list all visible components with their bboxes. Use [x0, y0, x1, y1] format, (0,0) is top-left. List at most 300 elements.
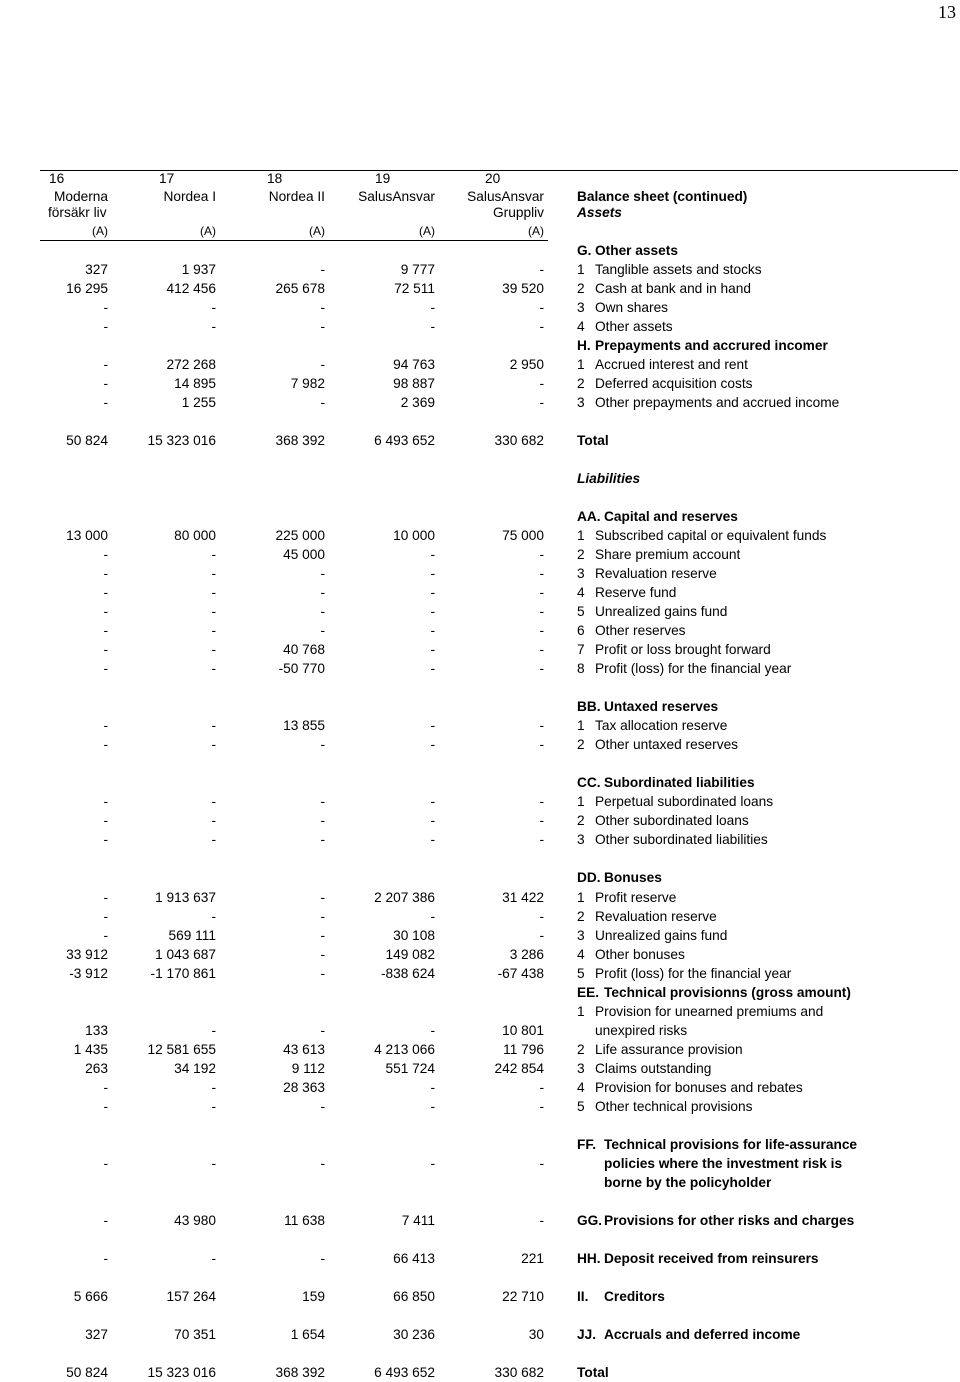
value-nordea-i: -: [211, 1079, 216, 1095]
value-nordea-i: -: [211, 737, 216, 753]
item-number: 6: [577, 623, 585, 639]
column-number-4: 19: [375, 170, 391, 186]
value-nordea-i: -: [211, 1098, 216, 1114]
section-code: EE.: [577, 984, 600, 1000]
balance-row: [0, 945, 960, 964]
item-number: 2: [577, 737, 585, 753]
value-nordea-ii: 225 000: [275, 527, 325, 543]
value-moderna-forsakr-liv: -: [103, 356, 108, 372]
value-salusansvar: 6 493 652: [374, 432, 435, 448]
balance-row: [0, 716, 960, 735]
item-number: 1: [577, 527, 585, 543]
value-salusansvar: 551 724: [385, 1060, 435, 1076]
value-salusansvar-gruppliv: -: [539, 394, 544, 410]
balance-row: [0, 298, 960, 317]
value-nordea-i: 1 913 637: [155, 889, 216, 905]
value-salusansvar-gruppliv: 10 801: [502, 1022, 544, 1038]
value-salusansvar-gruppliv: -: [539, 794, 544, 810]
column-name-1: Moderna: [53, 188, 108, 204]
value-nordea-i: -: [211, 832, 216, 848]
item-number: 2: [577, 280, 585, 296]
value-nordea-i: -: [211, 623, 216, 639]
value-nordea-ii: 11 638: [284, 1213, 325, 1229]
value-salusansvar: 2 207 386: [374, 889, 435, 905]
column-number-2: 17: [159, 170, 175, 186]
section-heading-continued: [0, 1173, 960, 1192]
value-nordea-ii: 13 855: [283, 718, 325, 734]
value-salusansvar-gruppliv: -: [539, 318, 544, 334]
value-salusansvar: -: [430, 908, 435, 924]
balance-row: [0, 1002, 960, 1021]
value-salusansvar: 2 369: [400, 394, 435, 410]
value-moderna-forsakr-liv: -: [103, 566, 108, 581]
item-number: 2: [577, 813, 585, 829]
column-mark-2: (A): [200, 223, 216, 238]
item-number: 2: [577, 546, 585, 562]
value-salusansvar-gruppliv: -: [539, 661, 544, 677]
section-title: Capital and reserves: [604, 508, 738, 524]
value-nordea-i: -: [211, 718, 216, 734]
value-nordea-i: -: [211, 813, 216, 829]
item-label: Other untaxed reserves: [595, 737, 739, 753]
value-nordea-i: 12 581 655: [147, 1041, 216, 1057]
section-title: Deposit received from reinsurers: [604, 1251, 819, 1267]
liabilities-heading: Liabilities: [577, 470, 641, 486]
item-number: 5: [577, 1098, 585, 1114]
value-nordea-i: -: [211, 585, 216, 601]
value-salusansvar-gruppliv: -: [539, 566, 544, 581]
value-nordea-ii: -: [320, 394, 325, 410]
section-title: Accruals and deferred income: [604, 1327, 801, 1343]
value-nordea-i: -: [211, 318, 216, 334]
value-salusansvar-gruppliv: 2 950: [509, 356, 544, 372]
value-nordea-ii: -: [320, 261, 325, 277]
value-salusansvar: -: [430, 1079, 435, 1095]
value-moderna-forsakr-liv: -: [103, 375, 108, 391]
item-number: 5: [577, 965, 585, 981]
column-mark-3: (A): [309, 223, 325, 238]
item-label: Claims outstanding: [595, 1060, 712, 1076]
value-nordea-ii: 7 982: [290, 375, 325, 391]
value-salusansvar-gruppliv: 330 682: [494, 1365, 544, 1381]
value-salusansvar-gruppliv: -: [539, 261, 544, 277]
value-salusansvar-gruppliv: -: [539, 1213, 544, 1229]
value-salusansvar-gruppliv: -: [539, 585, 544, 601]
value-moderna-forsakr-liv: -: [103, 1155, 108, 1171]
item-label: Unrealized gains fund: [595, 604, 728, 620]
value-nordea-i: -1 170 861: [150, 965, 216, 981]
value-salusansvar: -: [430, 642, 435, 658]
value-salusansvar-gruppliv: -: [539, 1079, 544, 1095]
value-nordea-i: 569 111: [168, 927, 216, 943]
value-nordea-ii: -: [320, 965, 325, 981]
value-moderna-forsakr-liv: 50 824: [66, 1365, 108, 1381]
column-number-3: 18: [267, 170, 283, 186]
value-nordea-ii: -: [320, 946, 325, 962]
value-salusansvar-gruppliv: -: [539, 832, 544, 848]
value-salusansvar: -: [430, 299, 435, 315]
value-salusansvar: 66 850: [393, 1289, 435, 1305]
value-moderna-forsakr-liv: 1 435: [73, 1041, 108, 1057]
balance-row: [0, 735, 960, 754]
section-title-continued: policies where the investment risk is: [604, 1155, 843, 1171]
item-label: Revaluation reserve: [595, 908, 717, 924]
value-salusansvar-gruppliv: 30: [528, 1327, 544, 1343]
item-label: Other assets: [595, 318, 673, 334]
section-code: FF.: [577, 1136, 597, 1152]
value-salusansvar: 94 763: [393, 356, 435, 372]
value-nordea-i: -: [211, 1155, 216, 1171]
value-salusansvar: 10 000: [393, 527, 435, 543]
value-nordea-ii: 28 363: [283, 1079, 325, 1095]
section-row: [0, 1287, 960, 1306]
value-salusansvar-gruppliv: -: [539, 737, 544, 753]
value-nordea-ii: 45 000: [283, 546, 325, 562]
value-salusansvar-gruppliv: -: [539, 623, 544, 639]
item-label: Own shares: [595, 299, 669, 315]
item-number: 4: [577, 1079, 585, 1095]
value-nordea-ii: -: [320, 794, 325, 810]
value-nordea-ii: -: [320, 318, 325, 334]
value-moderna-forsakr-liv: -: [103, 832, 108, 848]
value-nordea-ii: -: [320, 585, 325, 601]
section-title: Provisions for other risks and charges: [604, 1213, 855, 1229]
value-nordea-ii: -: [320, 299, 325, 315]
value-salusansvar: 7 411: [401, 1213, 435, 1229]
item-label: Subscribed capital or equivalent funds: [595, 527, 827, 543]
section-title-continued: borne by the policyholder: [604, 1174, 772, 1190]
value-salusansvar-gruppliv: -: [539, 546, 544, 562]
value-moderna-forsakr-liv: -3 912: [69, 965, 108, 981]
column-mark-5: (A): [528, 223, 544, 238]
value-salusansvar: -: [430, 1098, 435, 1114]
balance-row: [0, 583, 960, 602]
section-code: G.: [577, 242, 592, 258]
balance-row: [0, 640, 960, 659]
value-moderna-forsakr-liv: -: [103, 546, 108, 562]
part-heading: [0, 469, 960, 488]
value-nordea-ii: 368 392: [275, 432, 325, 448]
column-name-5-line2: Gruppliv: [493, 204, 544, 220]
value-salusansvar-gruppliv: -: [539, 604, 544, 620]
value-moderna-forsakr-liv: -: [103, 737, 108, 753]
section-title: Technical provisions for life-assurance: [604, 1136, 858, 1152]
item-label: Reserve fund: [595, 585, 677, 601]
section-heading: [0, 336, 960, 355]
item-number: 3: [577, 832, 585, 848]
item-number: 1: [577, 356, 585, 372]
item-label: Unrealized gains fund: [595, 927, 728, 943]
value-salusansvar: -: [430, 546, 435, 562]
value-salusansvar-gruppliv: 3 286: [509, 946, 544, 962]
item-label: Other subordinated liabilities: [595, 832, 768, 848]
value-nordea-i: -: [211, 566, 216, 581]
item-label: Provision for bonuses and rebates: [595, 1079, 803, 1095]
balance-row: [0, 526, 960, 545]
column-name-2: Nordea I: [163, 188, 216, 204]
balance-row: [0, 355, 960, 374]
value-moderna-forsakr-liv: 5 666: [73, 1289, 108, 1305]
section-title: Bonuses: [604, 870, 662, 886]
value-salusansvar-gruppliv: -: [539, 908, 544, 924]
item-number: 7: [577, 642, 585, 658]
value-moderna-forsakr-liv: 327: [85, 1327, 108, 1343]
value-nordea-i: 14 895: [174, 375, 216, 391]
value-salusansvar: 6 493 652: [374, 1365, 435, 1381]
value-moderna-forsakr-liv: -: [103, 813, 108, 829]
value-nordea-i: 272 268: [166, 356, 216, 372]
balance-row: [0, 393, 960, 412]
section-title: Untaxed reserves: [604, 699, 719, 715]
value-moderna-forsakr-liv: -: [103, 794, 108, 810]
section-heading: [0, 983, 960, 1002]
value-salusansvar: -: [430, 604, 435, 620]
value-salusansvar: 9 777: [400, 261, 435, 277]
section-row: [0, 1249, 960, 1268]
section-heading: [0, 507, 960, 526]
item-number: 5: [577, 604, 585, 620]
value-moderna-forsakr-liv: -: [103, 1213, 108, 1229]
balance-row: [0, 964, 960, 983]
item-label: Other technical provisions: [595, 1098, 753, 1114]
value-nordea-ii: -: [320, 1022, 325, 1038]
value-moderna-forsakr-liv: -: [103, 604, 108, 620]
value-salusansvar: -: [430, 737, 435, 753]
value-nordea-i: 1 255: [181, 394, 216, 410]
total-label: Total: [577, 432, 609, 448]
value-moderna-forsakr-liv: 263: [85, 1060, 108, 1076]
section-title: Creditors: [604, 1289, 665, 1305]
value-moderna-forsakr-liv: -: [103, 299, 108, 315]
value-nordea-ii: -: [320, 566, 325, 581]
item-number: 8: [577, 661, 585, 677]
column-number-5: 20: [485, 170, 501, 186]
value-salusansvar: -: [430, 718, 435, 734]
item-label: Tanglible assets and stocks: [595, 261, 762, 277]
value-salusansvar-gruppliv: 39 520: [502, 280, 544, 296]
value-nordea-i: 43 980: [174, 1213, 216, 1229]
balance-row: [0, 564, 960, 583]
item-label: Profit reserve: [595, 889, 677, 905]
value-nordea-ii: 43 613: [283, 1041, 325, 1057]
section-heading: [0, 1135, 960, 1154]
value-nordea-ii: -: [320, 356, 325, 372]
value-moderna-forsakr-liv: 33 912: [66, 946, 108, 962]
value-moderna-forsakr-liv: -: [103, 908, 108, 924]
item-label: Revaluation reserve: [595, 566, 717, 581]
value-nordea-ii: -: [320, 832, 325, 848]
value-salusansvar-gruppliv: 221: [521, 1251, 544, 1267]
balance-row: [0, 792, 960, 811]
value-moderna-forsakr-liv: -: [103, 1079, 108, 1095]
value-salusansvar: -: [430, 794, 435, 810]
value-salusansvar: 4 213 066: [374, 1041, 435, 1057]
value-nordea-i: 15 323 016: [147, 1365, 216, 1381]
column-name-4: SalusAnsvar: [358, 188, 435, 204]
value-moderna-forsakr-liv: -: [103, 1251, 108, 1267]
value-nordea-i: -: [211, 604, 216, 620]
value-salusansvar-gruppliv: -: [539, 375, 544, 391]
value-nordea-ii: 40 768: [283, 642, 325, 658]
value-nordea-i: -: [211, 299, 216, 315]
value-moderna-forsakr-liv: -: [103, 661, 108, 677]
item-label: Provision for unearned premiums and: [595, 1003, 824, 1019]
item-number: 3: [577, 299, 585, 315]
value-moderna-forsakr-liv: -: [103, 889, 108, 905]
item-label: Perpetual subordinated loans: [595, 794, 774, 810]
section-heading-continued: [0, 1154, 960, 1173]
balance-row: [0, 1040, 960, 1059]
value-moderna-forsakr-liv: -: [103, 318, 108, 334]
value-nordea-i: -: [211, 908, 216, 924]
value-nordea-i: 1 043 687: [155, 946, 216, 962]
value-salusansvar: 98 887: [393, 375, 435, 391]
value-salusansvar: 149 082: [385, 946, 435, 962]
value-salusansvar: -: [430, 1155, 435, 1171]
item-number: 4: [577, 318, 585, 334]
balance-row: [0, 659, 960, 678]
value-salusansvar: -: [430, 832, 435, 848]
total-label: Total: [577, 1365, 609, 1381]
section-title: Other assets: [595, 242, 678, 258]
value-moderna-forsakr-liv: 327: [85, 261, 108, 277]
value-moderna-forsakr-liv: -: [103, 1098, 108, 1114]
value-salusansvar-gruppliv: -: [539, 927, 544, 943]
section-heading: [0, 773, 960, 792]
value-nordea-ii: -: [320, 927, 325, 943]
value-nordea-i: -: [211, 661, 216, 677]
value-nordea-ii: -: [320, 1251, 325, 1267]
item-label: Share premium account: [595, 546, 741, 562]
column-mark-1: (A): [92, 223, 108, 238]
total-row: [0, 1363, 960, 1382]
page-title: Balance sheet (continued): [577, 188, 748, 204]
value-nordea-ii: 1 654: [290, 1327, 325, 1343]
balance-row: [0, 888, 960, 907]
item-number: 2: [577, 1041, 585, 1057]
value-salusansvar: -: [430, 813, 435, 829]
value-salusansvar-gruppliv: 75 000: [502, 527, 544, 543]
item-number: 1: [577, 718, 585, 734]
value-nordea-ii: -: [320, 908, 325, 924]
value-salusansvar: -: [430, 566, 435, 581]
value-salusansvar-gruppliv: -: [539, 718, 544, 734]
value-salusansvar-gruppliv: 22 710: [502, 1289, 544, 1305]
value-nordea-i: -: [211, 642, 216, 658]
section-code: AA.: [577, 508, 601, 524]
column-name-3: Nordea II: [268, 188, 325, 204]
value-moderna-forsakr-liv: 133: [85, 1022, 108, 1038]
section-row: [0, 1325, 960, 1344]
value-salusansvar-gruppliv: 242 854: [494, 1060, 544, 1076]
column-number-1: 16: [49, 170, 65, 186]
value-nordea-ii: 265 678: [275, 280, 325, 296]
value-salusansvar-gruppliv: 11 796: [503, 1041, 544, 1057]
value-salusansvar: -: [430, 585, 435, 601]
item-number: 3: [577, 394, 585, 410]
value-nordea-ii: 9 112: [291, 1060, 325, 1076]
item-number: 3: [577, 566, 585, 581]
value-salusansvar: -: [430, 661, 435, 677]
value-moderna-forsakr-liv: 16 295: [66, 280, 108, 296]
balance-row: [0, 1021, 960, 1040]
section-code: II.: [577, 1289, 589, 1305]
value-nordea-i: -: [211, 794, 216, 810]
value-moderna-forsakr-liv: -: [103, 394, 108, 410]
item-number: 4: [577, 585, 585, 601]
item-number: 1: [577, 261, 585, 277]
item-label: Life assurance provision: [595, 1041, 743, 1057]
column-name-5: SalusAnsvar: [467, 188, 544, 204]
value-nordea-ii: -: [320, 1098, 325, 1114]
balance-row: [0, 1078, 960, 1097]
column-mark-4: (A): [419, 223, 435, 238]
value-salusansvar-gruppliv: 330 682: [494, 432, 544, 448]
value-moderna-forsakr-liv: -: [103, 718, 108, 734]
section-row: [0, 1211, 960, 1230]
balance-row: [0, 317, 960, 336]
value-moderna-forsakr-liv: -: [103, 927, 108, 943]
page-number: 13: [938, 2, 956, 22]
value-salusansvar: 30 108: [393, 927, 435, 943]
value-nordea-i: 412 456: [166, 280, 216, 296]
item-number: 3: [577, 927, 585, 943]
balance-row: [0, 374, 960, 393]
item-label: Accrued interest and rent: [595, 356, 748, 372]
value-salusansvar-gruppliv: -: [539, 299, 544, 315]
value-nordea-ii: 159: [302, 1289, 325, 1305]
value-salusansvar: 66 413: [393, 1251, 435, 1267]
item-label: Tax allocation reserve: [595, 718, 728, 734]
value-salusansvar: -: [430, 1022, 435, 1038]
item-number: 1: [577, 889, 585, 905]
value-nordea-i: -: [211, 1022, 216, 1038]
item-number: 3: [577, 1060, 585, 1076]
balance-row: [0, 830, 960, 849]
item-label: Profit or loss brought forward: [595, 642, 771, 658]
value-salusansvar: -838 624: [380, 965, 435, 981]
value-moderna-forsakr-liv: -: [103, 585, 108, 601]
section-code: DD.: [577, 870, 601, 886]
value-nordea-i: 80 000: [174, 527, 216, 543]
section-title: Technical provisionns (gross amount): [604, 984, 851, 1000]
value-nordea-i: -: [211, 546, 216, 562]
value-nordea-ii: -: [320, 604, 325, 620]
value-nordea-i: 1 937: [181, 261, 216, 277]
value-moderna-forsakr-liv: 13 000: [66, 527, 108, 543]
value-salusansvar-gruppliv: -: [539, 1155, 544, 1171]
value-salusansvar: -: [430, 623, 435, 639]
balance-row: [0, 279, 960, 298]
balance-row: [0, 260, 960, 279]
item-label: Cash at bank and in hand: [595, 280, 752, 296]
total-row: [0, 431, 960, 450]
value-nordea-ii: -: [320, 889, 325, 905]
item-label: Profit (loss) for the financial year: [595, 661, 792, 677]
item-number: 2: [577, 375, 585, 391]
value-nordea-i: 157 264: [166, 1289, 216, 1305]
value-moderna-forsakr-liv: -: [103, 642, 108, 658]
section-code: CC.: [577, 775, 601, 791]
section-code: H.: [577, 337, 591, 353]
value-salusansvar-gruppliv: -: [539, 1098, 544, 1114]
assets-heading: Assets: [577, 204, 622, 220]
value-salusansvar-gruppliv: -: [539, 813, 544, 829]
value-salusansvar: -: [430, 318, 435, 334]
value-nordea-i: -: [211, 1251, 216, 1267]
item-label: Other prepayments and accrued income: [595, 394, 840, 410]
balance-row: [0, 811, 960, 830]
